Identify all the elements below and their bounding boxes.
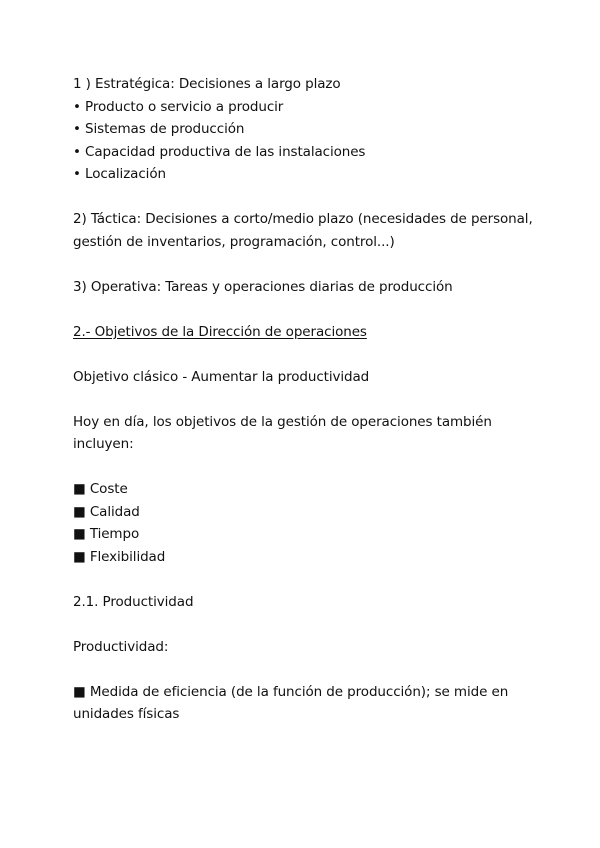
today-objectives-line-2: incluyen: (73, 436, 134, 452)
spacer (73, 298, 543, 321)
list-item: ■ Flexibilidad (73, 548, 166, 565)
spacer (73, 658, 543, 681)
list-item: • Producto o servicio a producir (73, 98, 284, 115)
spacer (73, 388, 543, 411)
objectives-heading: 2.- Objetivos de la Dirección de operaciones (73, 323, 367, 340)
section-tactical-line-2: gestión de inventarios, programación, control...) (73, 233, 395, 250)
list-item: • Capacidad productiva de las instalaciones (73, 143, 366, 160)
list-item: ■ Coste (73, 481, 128, 497)
spacer (73, 456, 543, 479)
section-operative: 3) Operativa: Tareas y operaciones diarias de producción (73, 278, 453, 295)
today-objectives-line-1: Hoy en día, los objetivos de la gestión de operaciones también (73, 413, 492, 430)
classic-objective: Objetivo clásico - Aumentar la productividad (73, 368, 370, 385)
document-page (73, 73, 543, 726)
list-item: ■ Tiempo (73, 526, 140, 542)
spacer (73, 343, 543, 366)
list-item: • Localización (73, 166, 166, 182)
section-tactical-line-1: 2) Táctica: Decisiones a corto/medio plazo (necesidades de personal, (73, 211, 533, 227)
list-item: ■ Calidad (73, 503, 140, 520)
section-heading-strategic: 1 ) Estratégica: Decisiones a largo plazo (73, 76, 341, 92)
spacer (73, 186, 543, 209)
spacer (73, 253, 543, 276)
spacer (73, 613, 543, 636)
spacer (73, 568, 543, 591)
productivity-heading: 2.1. Productividad (73, 593, 194, 610)
list-item: • Sistemas de producción (73, 121, 245, 137)
productivity-measure-line-1: ■ Medida de eficiencia (de la función de producción); se mide en (73, 683, 509, 700)
productivity-measure-line-2: unidades físicas (73, 706, 180, 722)
productivity-label: Productividad: (73, 638, 169, 655)
